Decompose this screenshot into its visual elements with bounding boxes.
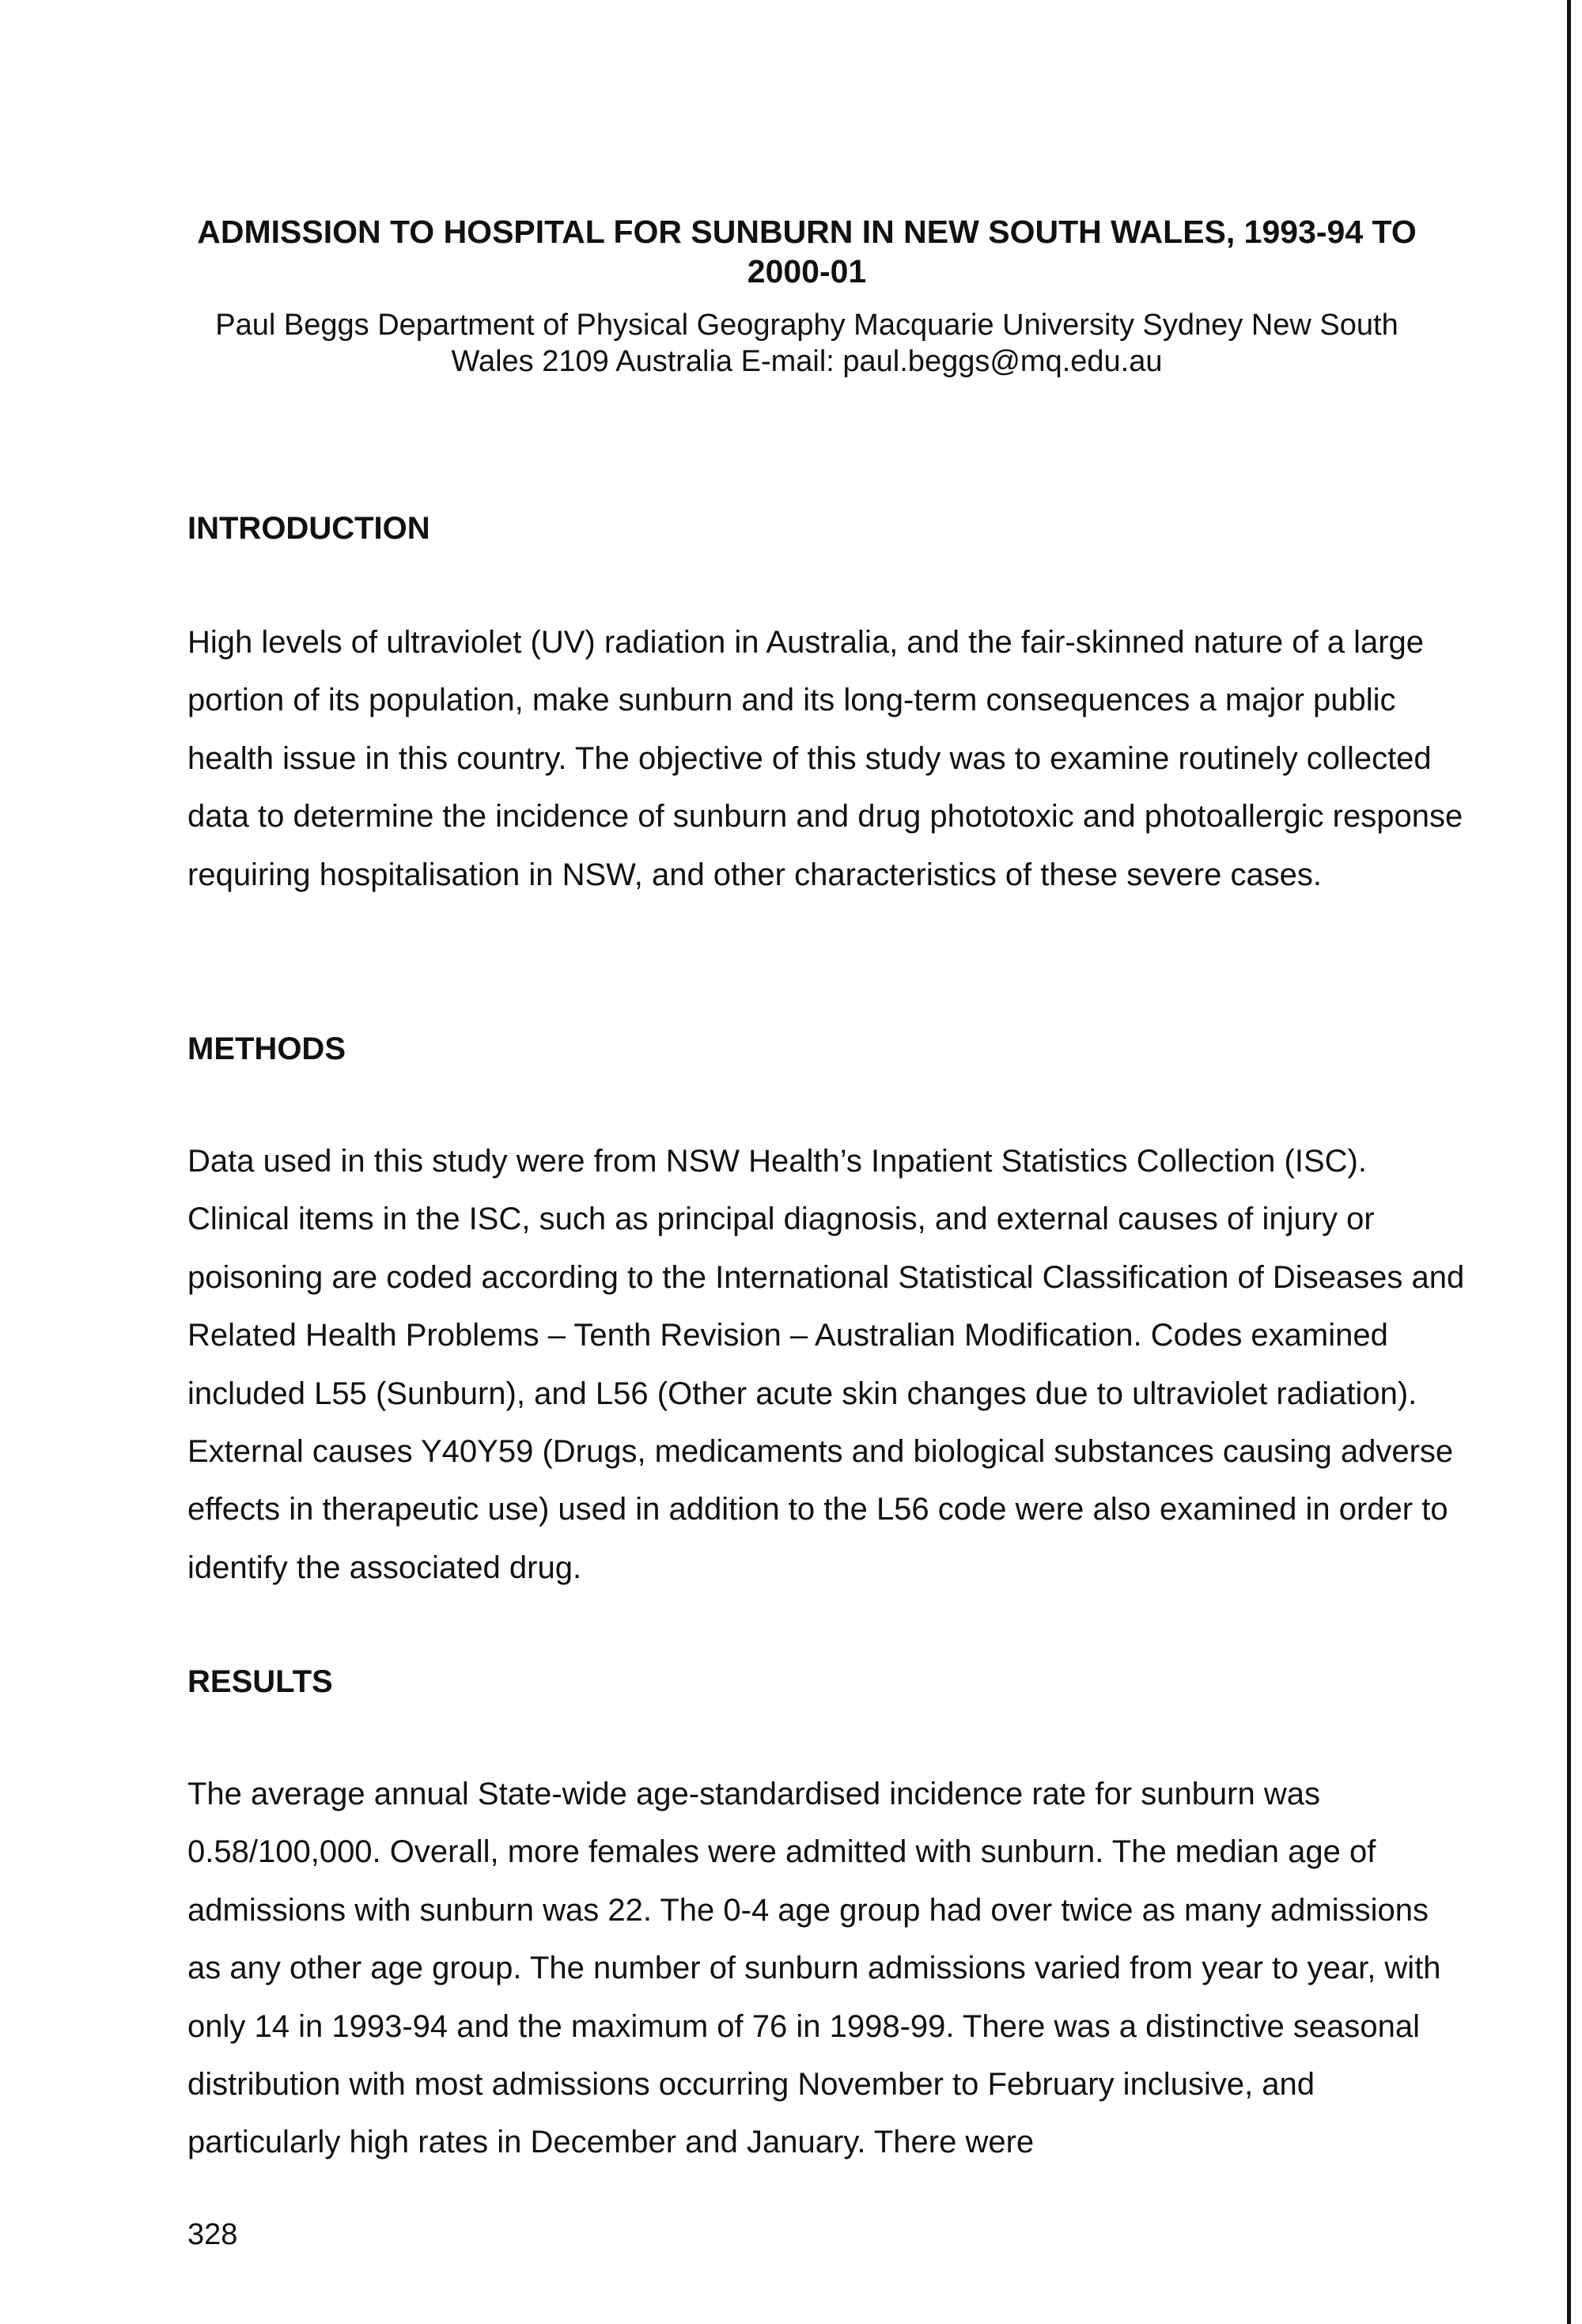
paper-title: ADMISSION TO HOSPITAL FOR SUNBURN IN NEW SOUTH WALES, 1993-94 TO 2000-01: [197, 214, 1417, 290]
results-heading: RESULTS: [187, 1664, 333, 1699]
results-paragraph: The average annual State-wide age-standardised incidence rate for sunburn was 0.58/100,000. Overall, more females were admitted with sunburn. The median age of admissions with sunburn was 22. The 0-4 age group had over twice as many admissions as any other age group. The number of sunburn admissions varied from year to year, with only 14 in 1993-94 and the maximum of 76 in 1998-99. There was a distinctive seasonal distribution with most admissions occurring November to February inclusive, and particularly high rates in December and January. There were: [187, 1777, 1441, 2160]
methods-paragraph: Data used in this study were from NSW Health’s Inpatient Statistics Collection (ISC). Clinical items in the ISC, such as principal diagnosis, and external causes of injury or poisoning are coded according to the International Statistical Classification of Diseases and Related Health Problems – Tenth Revision – Australian Modification. Codes examined included L55 (Sunburn), and L56 (Other acute skin changes due to ultraviolet radiation). External causes Y40Y59 (Drugs, medicaments and biological substances causing adverse effects in therapeutic use) used in addition to the L56 code were also examined in order to identify the associated drug.: [187, 1144, 1465, 1585]
page-number: 328: [187, 2218, 238, 2251]
methods-heading: METHODS: [187, 1031, 346, 1066]
introduction-heading: INTRODUCTION: [187, 511, 430, 546]
introduction-paragraph: High levels of ultraviolet (UV) radiation in Australia, and the fair-skinned nature of a large portion of its population, make sunburn and its long-term consequences a major public health issue in this country. The objective of this study was to examine routinely collected data to determine the incidence of sunburn and drug phototoxic and photoallergic response requiring hospitalisation in NSW, and other characteristics of these severe cases.: [187, 625, 1463, 892]
page-edge-line: [1567, 0, 1571, 2324]
author-affiliation: Paul Beggs Department of Physical Geography Macquarie University Sydney New South Wales 2109 Australia E-mail: paul.beggs@mq.edu.au: [215, 308, 1398, 378]
